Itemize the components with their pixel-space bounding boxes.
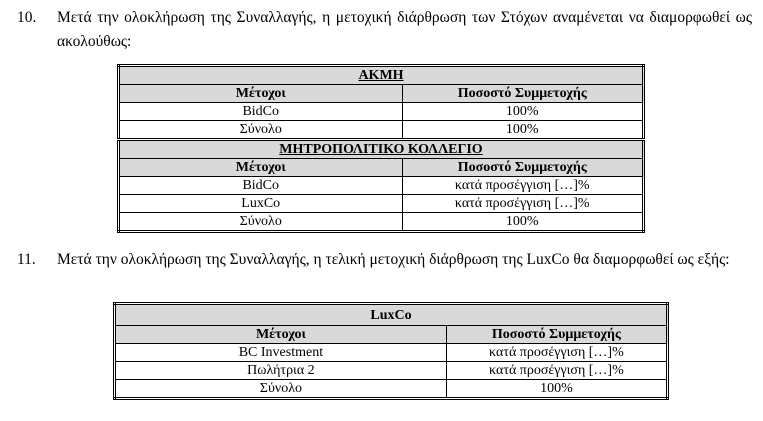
percentage-cell: κατά προσέγγιση […]% [402,177,644,195]
paragraph-text: Μετά την ολοκλήρωση της Συναλλαγής, η τελική μετοχική διάρθρωση της LuxCo θα διαμορφωθεί ως εξής: [57,251,730,268]
table-row [119,177,644,195]
column-header: Μέτοχοι [115,326,447,344]
section-title-akmi: ΑΚΜΗ [119,66,644,85]
paragraph-10 [17,6,752,54]
percentage-cell: 100% [446,380,667,399]
shareholder-cell: BidCo [119,177,403,195]
percentage-cell: 100% [402,121,644,140]
table-row [119,195,644,213]
column-header: Ποσοστό Συμμετοχής [446,326,667,344]
paragraph-number: 10. [17,9,37,26]
table-row [119,213,644,232]
shareholder-cell: Σύνολο [115,380,447,399]
shareholder-cell: BC Investment [115,344,447,362]
column-header: Ποσοστό Συμμετοχής [402,159,644,177]
percentage-cell: κατά προσέγγιση […]% [446,344,667,362]
shareholding-table-luxco [113,302,669,400]
table-row [119,103,644,121]
column-header: Ποσοστό Συμμετοχής [402,85,644,103]
percentage-cell: κατά προσέγγιση […]% [402,195,644,213]
shareholder-cell: Πωλήτρια 2 [115,362,447,380]
section-title-college: ΜΗΤΡΟΠΟΛΙΤΙΚΟ ΚΟΛΛΕΓΙΟ [119,140,644,159]
table-row [119,121,644,140]
shareholder-cell: Σύνολο [119,213,403,232]
column-header: Μέτοχοι [119,85,403,103]
table-title: LuxCo [115,304,668,326]
paragraph-number: 11. [17,251,36,268]
percentage-cell: κατά προσέγγιση […]% [446,362,667,380]
percentage-cell: 100% [402,103,644,121]
table-row [115,380,668,399]
paragraph-text: Μετά την ολοκλήρωση της Συναλλαγής, η μετοχική διάρθρωση των Στόχων αναμένεται να διαμορφωθεί ως ακολούθως: [57,9,752,50]
shareholder-cell: LuxCo [119,195,403,213]
table-row [115,362,668,380]
percentage-cell: 100% [402,213,644,232]
shareholding-table-targets [117,64,645,233]
shareholder-cell: BidCo [119,103,403,121]
shareholder-cell: Σύνολο [119,121,403,140]
paragraph-11 [17,248,752,272]
column-header: Μέτοχοι [119,159,403,177]
table-row [115,344,668,362]
